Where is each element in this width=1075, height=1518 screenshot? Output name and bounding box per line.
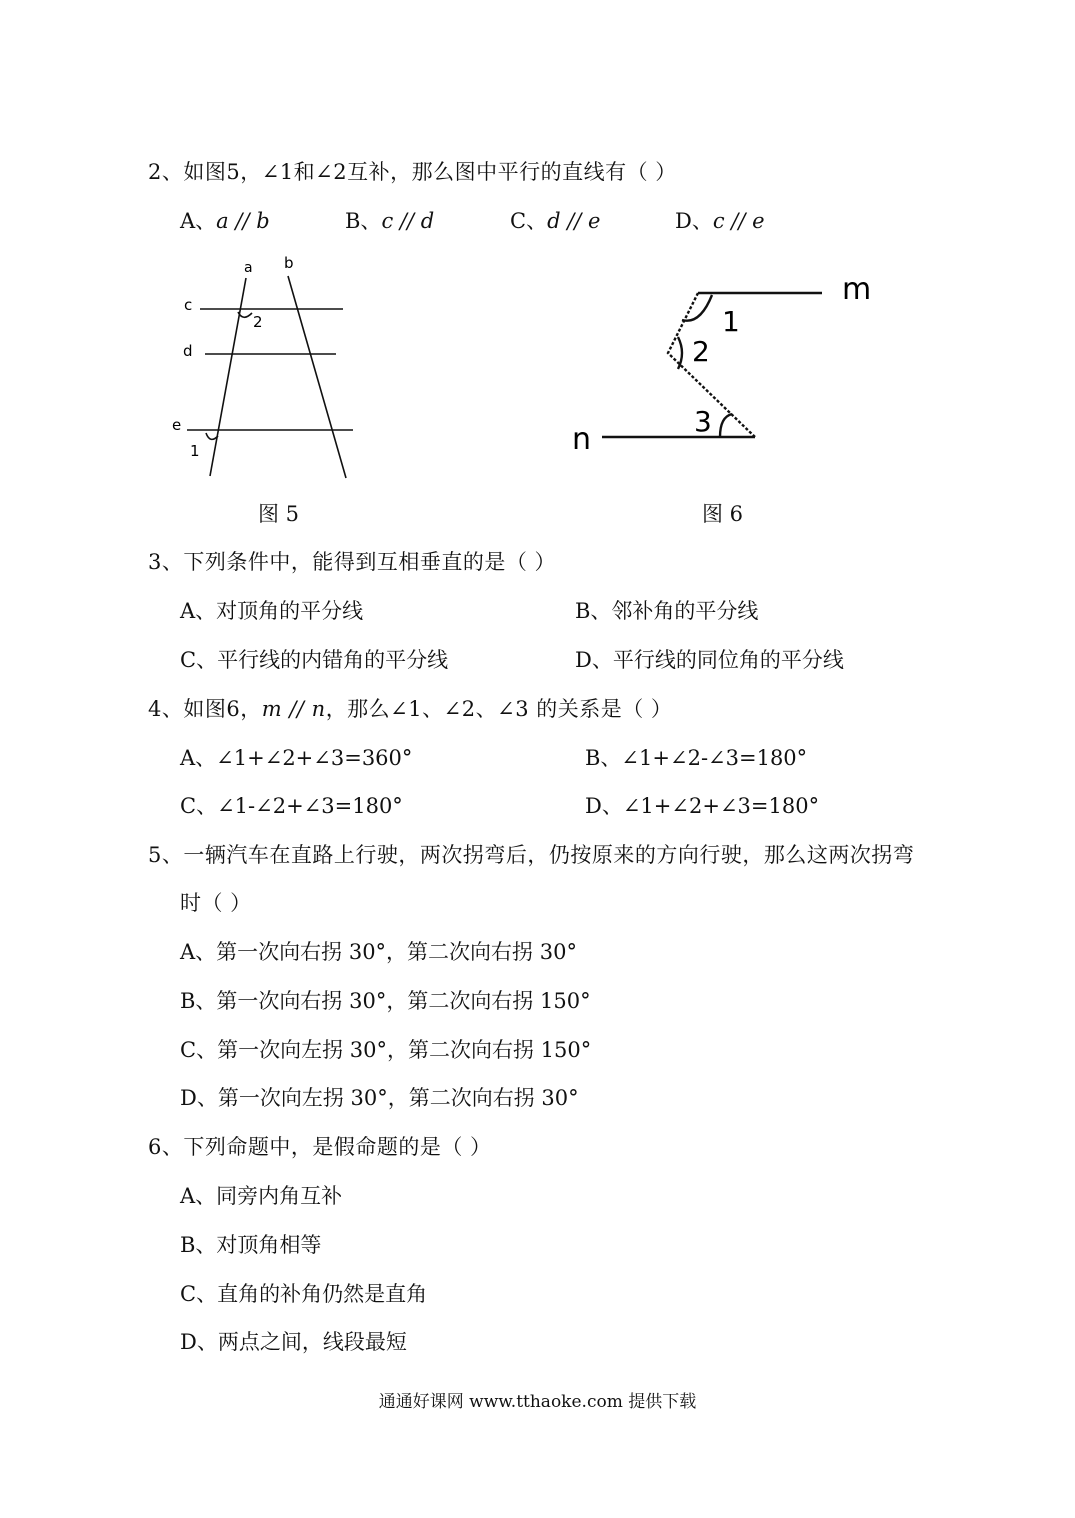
q3-option-b: B、邻补角的平分线 — [575, 599, 759, 623]
label-angle-1: 1 — [190, 442, 200, 460]
q6-option-a: A、同旁内角互补 — [180, 1184, 343, 1208]
q5-option-d: D、第一次向左拐 30°，第二次向右拐 30° — [180, 1086, 579, 1110]
option-prefix: B、 — [345, 209, 382, 233]
option-prefix: C、 — [510, 209, 548, 233]
q3-option-c: C、平行线的内错角的平分线 — [180, 648, 449, 672]
q4-option-c: C、∠1-∠2+∠3=180° — [180, 794, 403, 818]
label-d: d — [183, 342, 193, 360]
line-b — [288, 276, 346, 478]
q4-stem-suffix: ，那么∠1、∠2、∠3 的关系是（ ） — [325, 697, 673, 721]
q4-stem-prefix: 4、如图6， — [148, 697, 262, 721]
q6-option-b: B、对顶角相等 — [180, 1233, 322, 1257]
q2-option-d — [675, 207, 765, 235]
angle-1-arc — [206, 433, 218, 439]
figure-5-caption: 图 5 — [258, 502, 300, 526]
label-b: b — [284, 254, 294, 272]
label-angle-2: 2 — [253, 313, 263, 331]
q5-option-a: A、第一次向右拐 30°，第二次向右拐 30° — [180, 940, 577, 964]
q2-stem: 2、如图5，∠1和∠2互补，那么图中平行的直线有（ ） — [148, 160, 677, 184]
label-c: c — [184, 296, 193, 314]
q6-option-c: C、直角的补角仍然是直角 — [180, 1282, 428, 1306]
figure-5 — [160, 250, 380, 490]
option-text: c // e — [712, 209, 765, 233]
figure-6 — [560, 265, 880, 465]
option-text: d // e — [547, 209, 601, 233]
q2-option-b — [345, 207, 434, 235]
option-prefix: D、 — [675, 209, 713, 233]
q2-option-a — [180, 207, 270, 235]
label-n: n — [572, 422, 592, 457]
label-angle-3: 3 — [694, 405, 712, 438]
q5-stem-line-1: 5、一辆汽车在直路上行驶，两次拐弯后，仍按原来的方向行驶，那么这两次拐弯 — [148, 843, 915, 867]
q6-stem: 6、下列命题中，是假命题的是（ ） — [148, 1135, 492, 1159]
angle-3-arc — [720, 414, 732, 437]
q2-option-c — [510, 207, 600, 235]
page-footer: 通通好课网 www.tthaoke.com 提供下载 — [378, 1392, 697, 1412]
label-angle-1: 1 — [722, 305, 740, 338]
label-e: e — [172, 416, 182, 434]
label-a: a — [244, 260, 253, 276]
option-text: a // b — [216, 209, 270, 233]
line-a — [210, 278, 246, 476]
q4-option-d: D、∠1+∠2+∠3=180° — [585, 794, 820, 818]
option-prefix: A、 — [180, 209, 217, 233]
label-m: m — [842, 272, 872, 307]
q3-option-d: D、平行线的同位角的平分线 — [575, 648, 844, 672]
q4-stem-parallel: m // n — [261, 697, 326, 721]
q5-option-b: B、第一次向右拐 30°，第二次向右拐 150° — [180, 989, 591, 1013]
q4-option-b: B、∠1+∠2-∠3=180° — [585, 746, 808, 770]
q4-stem — [148, 695, 672, 723]
figure-6-caption: 图 6 — [702, 502, 744, 526]
label-angle-2: 2 — [692, 335, 710, 368]
q4-option-a: A、∠1+∠2+∠3=360° — [180, 746, 413, 770]
q3-stem: 3、下列条件中，能得到互相垂直的是（ ） — [148, 550, 557, 574]
q5-stem-line-2: 时（ ） — [180, 891, 252, 915]
q6-option-d: D、两点之间，线段最短 — [180, 1330, 407, 1354]
q3-option-a: A、对顶角的平分线 — [180, 599, 364, 623]
option-text: c // d — [381, 209, 435, 233]
q5-option-c: C、第一次向左拐 30°，第二次向右拐 150° — [180, 1038, 592, 1062]
